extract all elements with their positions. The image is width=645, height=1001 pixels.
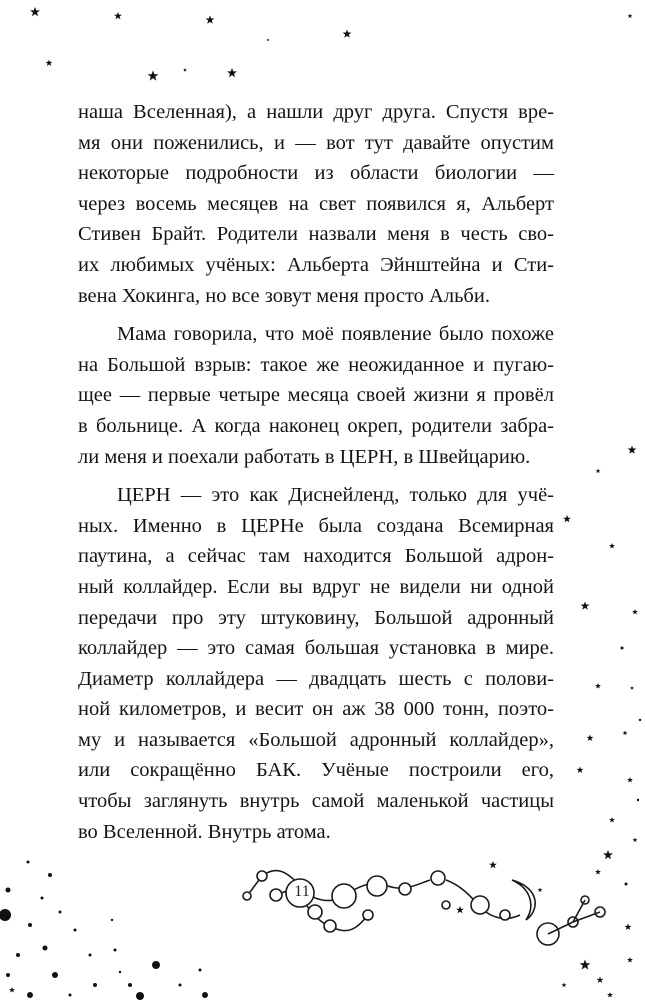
ink-dot (28, 923, 32, 927)
molecule-chain-icon (243, 871, 605, 945)
star-icon (609, 543, 615, 549)
star-icon (627, 957, 633, 963)
text-line: в больнице. А когда наконец окреп, родители забра- (78, 414, 554, 437)
star-icon (609, 817, 615, 823)
text-line: Стивен Брайт. Родители назвали меня в честь сво- (78, 223, 554, 246)
star-icon (9, 987, 15, 993)
star-icon (227, 68, 237, 77)
text-line: паутина, а сейчас там находится Большой адрон- (78, 545, 554, 568)
star-icon (628, 446, 637, 454)
body-text (78, 97, 554, 847)
ink-dot (114, 949, 117, 952)
ink-dot (639, 719, 641, 721)
ink-dot (27, 861, 30, 864)
star-icon (183, 68, 187, 72)
text-line: передачи про эту штуковину, Большой адронный (78, 606, 554, 629)
ink-dot (41, 897, 44, 900)
star-icon (603, 850, 613, 859)
star-icon (577, 767, 584, 773)
text-line: чтобы заглянуть внутрь самой маленькой частицы (78, 790, 554, 813)
star-icon (206, 16, 215, 24)
star-icon (581, 602, 590, 610)
text-line: некоторые подробности из области биологии — (78, 162, 554, 185)
star-icon (597, 977, 604, 983)
ink-dot (128, 983, 132, 987)
ink-dot (48, 873, 52, 877)
star-icon (587, 735, 594, 741)
star-icon (563, 515, 571, 522)
star-icon (456, 906, 464, 913)
star-icon (596, 469, 601, 474)
ink-dot (625, 883, 628, 886)
text-line: ных. Именно в ЦЕРНе была создана Всемирная (78, 514, 554, 537)
ink-dot (119, 971, 121, 973)
text-line: ЦЕРН — это как Диснейленд, только для учё- (117, 484, 554, 507)
text-line: их любимых учёных: Альберта Эйнштейна и Сти- (78, 253, 554, 276)
star-icon (625, 924, 632, 930)
paragraph (78, 319, 554, 472)
ink-dot (637, 799, 639, 801)
paragraph (78, 97, 554, 311)
star-icon (267, 39, 270, 42)
ink-dot (69, 994, 72, 997)
ink-dot (136, 992, 144, 1000)
text-line: или сокращённо БАК. Учёные построили его, (78, 759, 554, 782)
star-icon (538, 888, 543, 893)
star-icon (628, 14, 633, 19)
text-line: через восемь месяцев на свет появился я, Альберт (78, 192, 554, 215)
text-line: наша Вселенная), а нашли друг друга. Спустя вре- (78, 101, 554, 123)
star-icon (580, 960, 591, 970)
star-icon (595, 683, 601, 689)
star-icon (627, 777, 633, 783)
ink-dot (0, 909, 11, 921)
text-line: щее — первые четыре месяца своей жизни я провёл (78, 384, 554, 407)
text-line: му и называется «Большой адронный коллайдер», (78, 728, 554, 751)
text-line: коллайдер — это самая большая установка в мире. (78, 637, 554, 660)
text-line: вена Хокинга, но все зовут меня просто Альби. (78, 284, 490, 307)
star-icon (633, 838, 638, 843)
text-line: мя они поженились, и — вот тут давайте опустим (78, 131, 554, 154)
paragraph (78, 480, 554, 847)
star-icon (148, 71, 159, 81)
ink-dot (202, 992, 208, 998)
ink-dot (93, 983, 97, 987)
star-icon (632, 609, 638, 615)
text-line: ной километров, и весит он аж 38 000 тонн, поэто- (78, 698, 554, 721)
star-icon (114, 12, 122, 19)
text-line: ный коллайдер. Если вы вдруг не видели ни одной (78, 575, 554, 598)
page-number: 11 (294, 883, 310, 900)
star-icon (30, 7, 40, 16)
ink-dot (199, 969, 202, 972)
text-line: на Большой взрыв: такое же неожиданное и пугаю- (78, 353, 554, 376)
text-line: во Вселенной. Внутрь атома. (78, 820, 331, 843)
text-line: Мама говорила, что моё появление было похоже (117, 323, 554, 346)
ink-dot (59, 911, 62, 914)
ink-dot (6, 973, 10, 977)
star-icon (46, 60, 53, 66)
ink-dot (16, 953, 20, 957)
star-icon (595, 869, 601, 875)
ink-dot (152, 961, 160, 969)
ink-dot (89, 954, 92, 957)
star-icon (562, 983, 567, 988)
text-line: ли меня и поехали работать в ЦЕРН, в Швейцарию. (78, 445, 531, 468)
star-icon (607, 992, 613, 998)
ink-dot (52, 972, 58, 978)
star-icon (489, 861, 497, 868)
ink-dot (27, 992, 33, 998)
text-line: Диаметр коллайдера — двадцать шесть с полови- (78, 667, 554, 690)
ink-dot (111, 919, 113, 921)
ink-dot (621, 647, 624, 650)
ink-dot (43, 946, 48, 951)
star-icon (623, 731, 628, 736)
ink-dot (6, 888, 11, 893)
star-icon (630, 686, 634, 690)
star-icon (343, 30, 352, 38)
ink-dot (179, 984, 182, 987)
ink-dot (74, 929, 77, 932)
